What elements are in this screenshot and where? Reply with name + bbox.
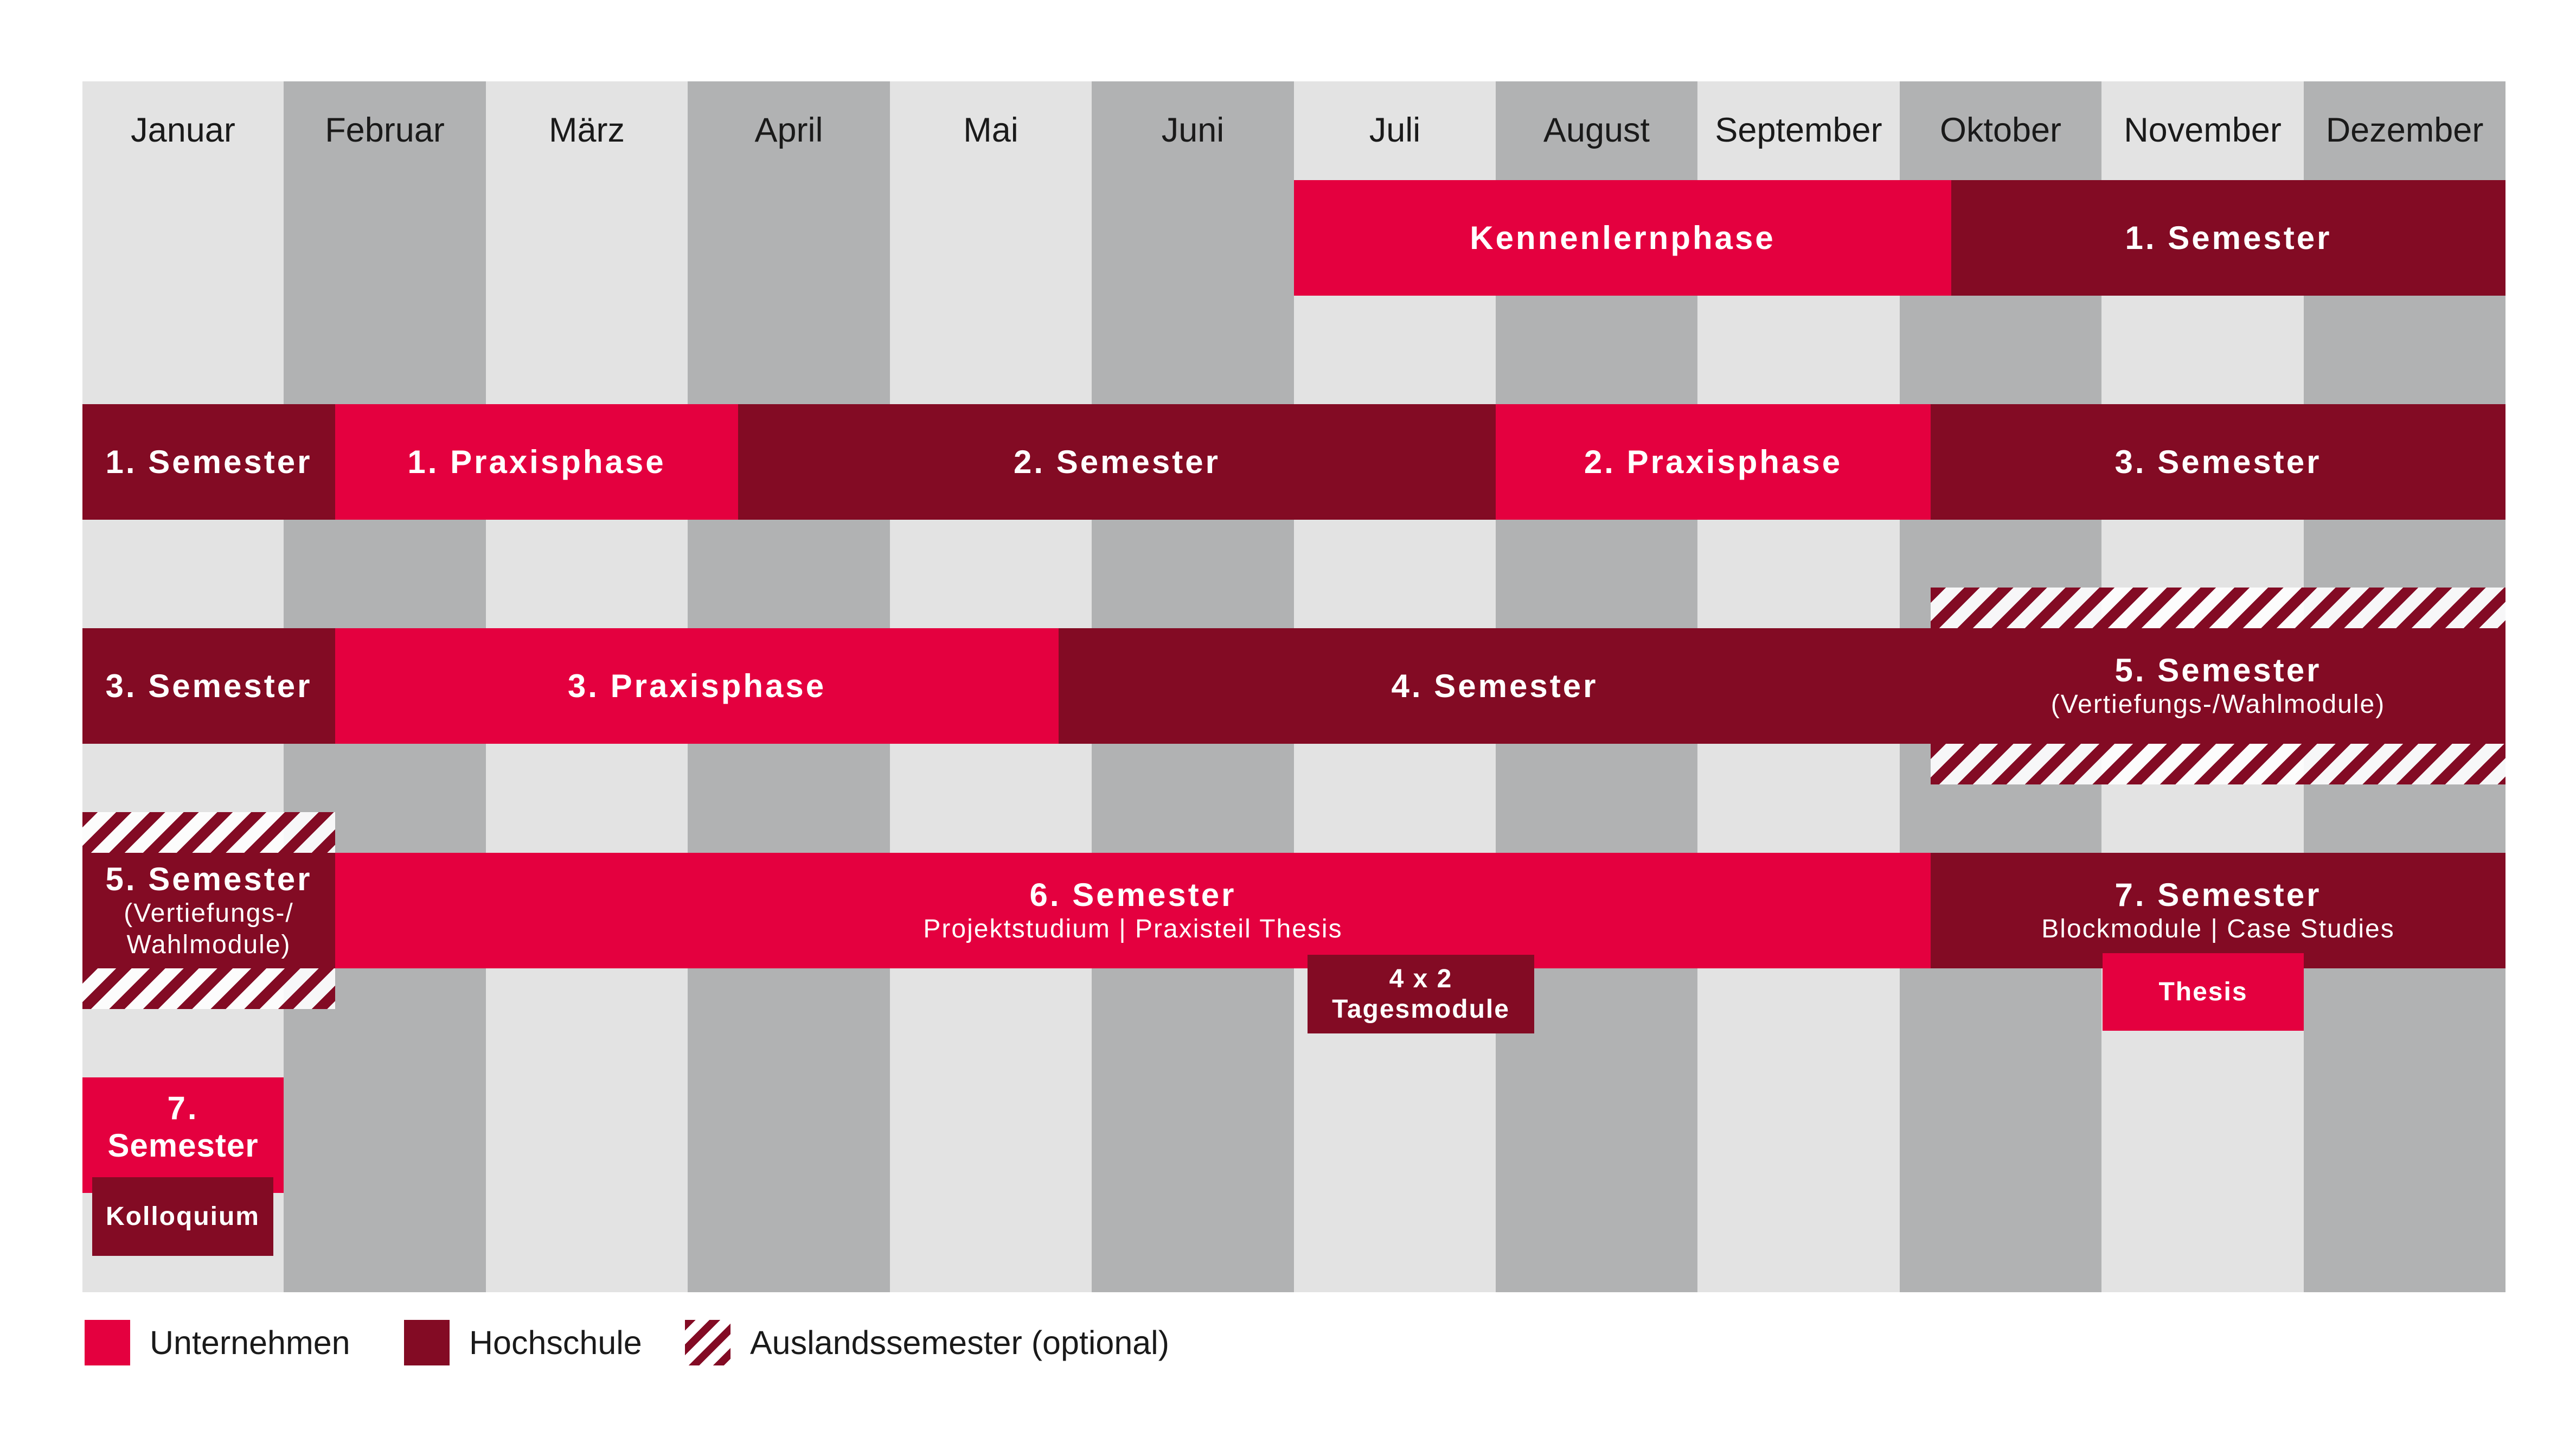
semester-3-bar: [1931, 404, 2505, 520]
bar-title: 3. Praxisphase: [567, 668, 826, 704]
kennenlernphase-bar: [1294, 180, 1951, 296]
tagesmodule-box: [1308, 955, 1534, 1033]
auslandssemester-hatch-bottom: [82, 968, 335, 1009]
bar-title: 7.: [167, 1090, 199, 1126]
legend-label: Unternehmen: [150, 1324, 350, 1361]
bar-title: 2. Praxisphase: [1584, 444, 1843, 480]
bar-title: Tagesmodule: [1332, 994, 1510, 1024]
semester-1-bar: [1951, 180, 2505, 296]
bar-title: 1. Praxisphase: [407, 444, 666, 480]
praxisphase-3-bar: [335, 628, 1059, 744]
auslandssemester-hatch-top: [82, 812, 335, 853]
semester-5-bar: [82, 853, 335, 968]
bar-subtitle: Blockmodule | Case Studies: [2041, 915, 2395, 944]
month-label: Dezember: [2325, 111, 2484, 149]
semester-1-bar: [82, 404, 335, 520]
auslandssemester-hatch-top: [1931, 588, 2505, 628]
semester-7-bar: [1931, 853, 2505, 968]
bar-title: 7. Semester: [2114, 877, 2322, 914]
bar-subtitle: Projektstudium | Praxisteil Thesis: [923, 915, 1343, 944]
semester-3-bar: [82, 628, 335, 744]
legend-ausland: [685, 1318, 1169, 1367]
semester-2-bar: [738, 404, 1496, 520]
praxisphase-2-bar: [1496, 404, 1931, 520]
bar-title: Thesis: [2158, 977, 2248, 1006]
bar-title: Semester: [107, 1127, 259, 1164]
month-label: Februar: [325, 111, 445, 149]
bar-title: 6. Semester: [1029, 877, 1236, 914]
bar-title: 4 x 2: [1389, 965, 1453, 994]
semester-6-bar: [335, 853, 1931, 968]
bar-title: 2. Semester: [1014, 444, 1220, 480]
bar-title: 1. Semester: [105, 444, 312, 480]
bar-title: 3. Semester: [2114, 444, 2322, 480]
month-label: Juni: [1161, 111, 1225, 149]
bar-title: 3. Semester: [105, 668, 312, 704]
bar-subtitle: Wahlmodule): [126, 930, 291, 959]
semester-5-bar: [1931, 628, 2505, 744]
bar-title: 4. Semester: [1391, 668, 1598, 704]
semester-4-bar: [1059, 628, 1931, 744]
legend-swatch-unternehmen: [85, 1320, 130, 1365]
praxisphase-1-bar: [335, 404, 738, 520]
bar-title: 5. Semester: [2114, 652, 2322, 689]
month-label: August: [1543, 111, 1650, 149]
bar-title: Kennenlernphase: [1470, 220, 1776, 256]
semester-7-bar: [82, 1077, 284, 1193]
month-label: Mai: [963, 111, 1018, 149]
legend-swatch-ausland: [685, 1320, 730, 1365]
month-label: November: [2124, 111, 2282, 149]
legend-label: Hochschule: [469, 1324, 642, 1361]
month-label: September: [1715, 111, 1882, 149]
month-label: Januar: [131, 111, 235, 149]
thesis-box: [2103, 953, 2304, 1031]
bar-subtitle: (Vertiefungs-/Wahlmodule): [2050, 690, 2386, 719]
bar-subtitle: (Vertiefungs-/: [124, 899, 294, 928]
kolloquium-box: [92, 1177, 273, 1256]
month-label: Juli: [1369, 111, 1421, 149]
bar-title: Kolloquium: [106, 1202, 260, 1231]
legend-unternehmen: [85, 1318, 350, 1367]
bar-title: 1. Semester: [2125, 220, 2332, 256]
bar-title: 5. Semester: [105, 861, 312, 898]
month-label: April: [754, 111, 823, 149]
auslandssemester-hatch-bottom: [1931, 744, 2505, 784]
legend-label: Auslandssemester (optional): [750, 1324, 1170, 1361]
legend-hochschule: [404, 1318, 642, 1367]
legend-swatch-hochschule: [404, 1320, 450, 1365]
month-label: März: [549, 111, 625, 149]
month-label: Oktober: [1939, 111, 2062, 149]
